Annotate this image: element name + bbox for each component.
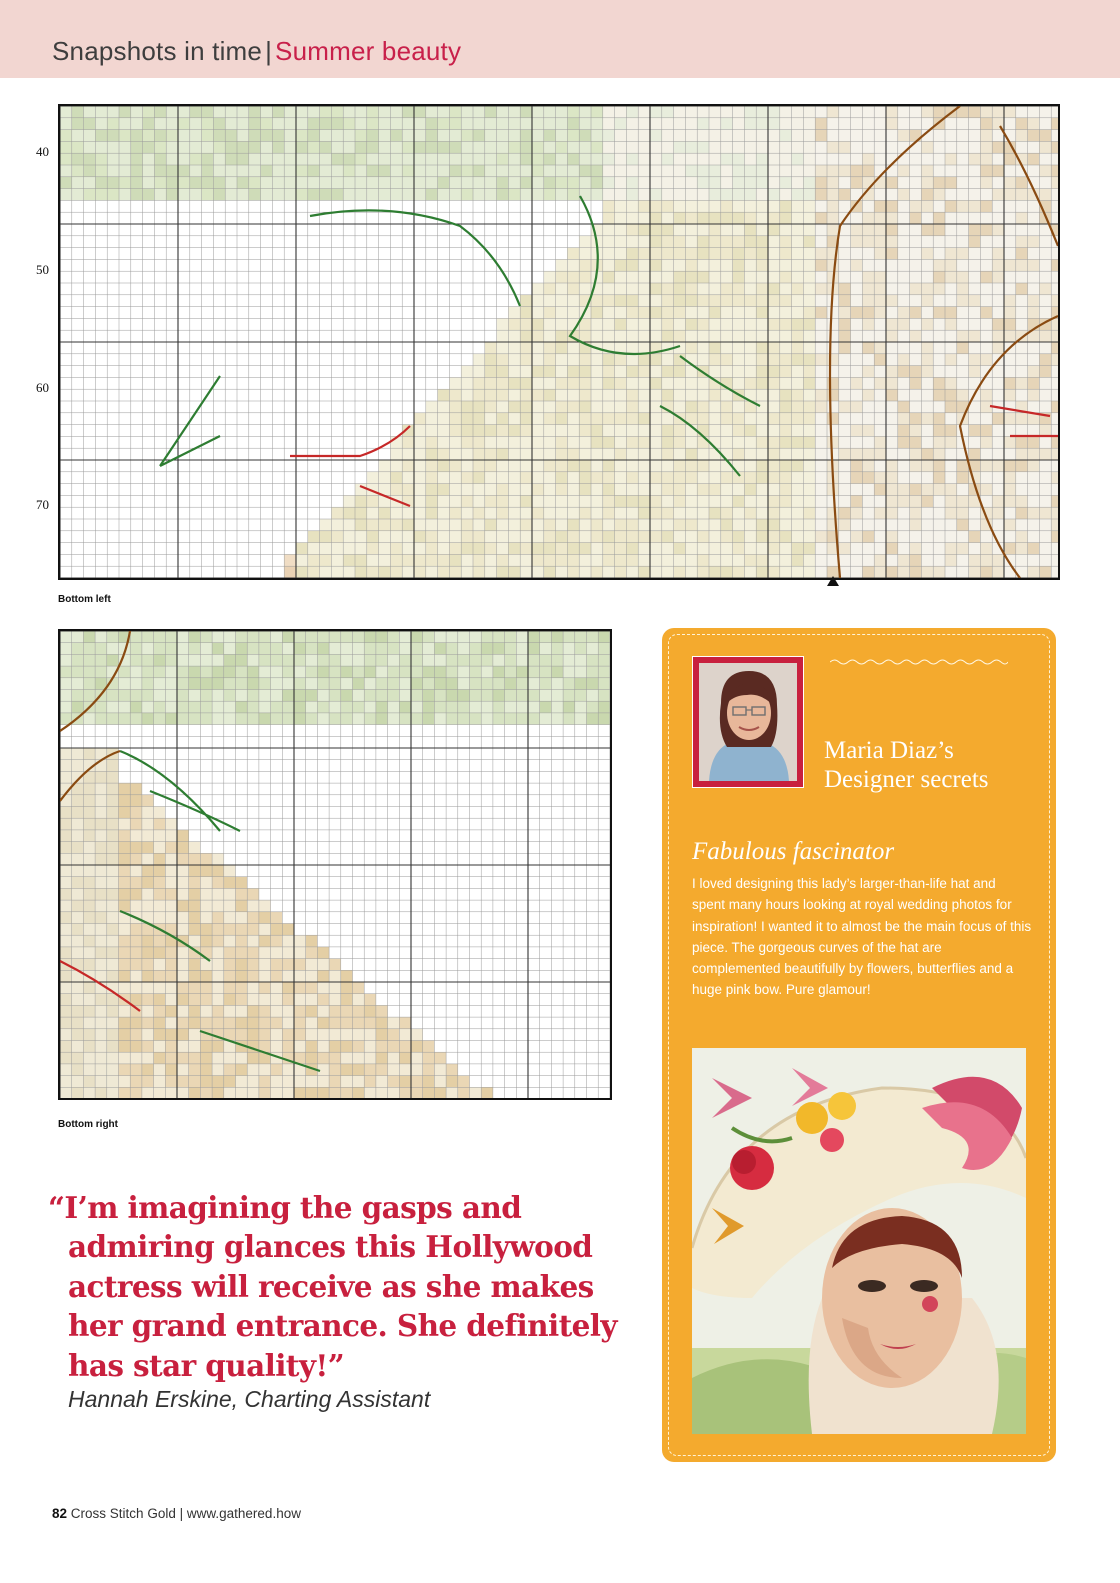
designer-possessive: Maria Diaz’s	[824, 737, 954, 764]
center-marker-icon	[827, 576, 839, 586]
pattern-chart-bottom-left	[58, 104, 1060, 580]
designer-name	[824, 736, 989, 794]
magazine-name: Cross Stitch Gold	[70, 1506, 176, 1521]
designer-portrait	[692, 656, 804, 788]
section-title	[52, 36, 461, 67]
tip-title: Fabulous fascinator	[692, 838, 895, 865]
header-separator: |	[265, 36, 273, 66]
page-number: 82	[52, 1506, 68, 1521]
quote-line: admiring glances this Hollywood	[68, 1229, 593, 1265]
quote-line: has star quality!”	[68, 1347, 345, 1383]
section-name: Snapshots in time	[52, 36, 263, 66]
stitched-piece-photo	[692, 1048, 1026, 1434]
quote-attribution: Hannah Erskine, Charting Assistant	[68, 1386, 431, 1412]
decorative-divider	[830, 658, 1008, 666]
chart-caption-bottom-left: Bottom left	[58, 594, 111, 605]
pull-quote	[48, 1188, 617, 1385]
chart-grid	[60, 631, 610, 1098]
footer-separator: |	[179, 1506, 184, 1521]
row-number: 40	[36, 144, 49, 159]
quote-line: actress will receive as she makes	[68, 1268, 594, 1304]
row-number: 70	[36, 497, 49, 512]
quote-line: her grand entrance. She definitely	[68, 1308, 617, 1344]
section-subtitle: Summer beauty	[275, 36, 462, 66]
pattern-chart-bottom-right	[58, 629, 612, 1100]
website: www.gathered.how	[186, 1506, 301, 1521]
page-footer	[52, 1506, 301, 1521]
row-number: 60	[36, 380, 49, 395]
designer-secrets-panel	[662, 628, 1056, 1462]
section-header	[0, 0, 1120, 78]
quote-line: “I’m imagining the gasps and	[48, 1190, 522, 1225]
panel-heading: Designer secrets	[824, 766, 989, 793]
row-number: 50	[36, 262, 49, 277]
chart-caption-bottom-right: Bottom right	[58, 1119, 118, 1130]
tip-body: I loved designing this lady’s larger-than-life hat and spent many hours looking at royal wedding photos for inspiration! I wanted it to almost be the main focus of this piece. The gorgeous curves of the hat are complemented beautifully by flowers, butterflies and a huge pink bow. Pure glamour!	[692, 876, 1032, 998]
chart-grid	[60, 106, 1058, 578]
